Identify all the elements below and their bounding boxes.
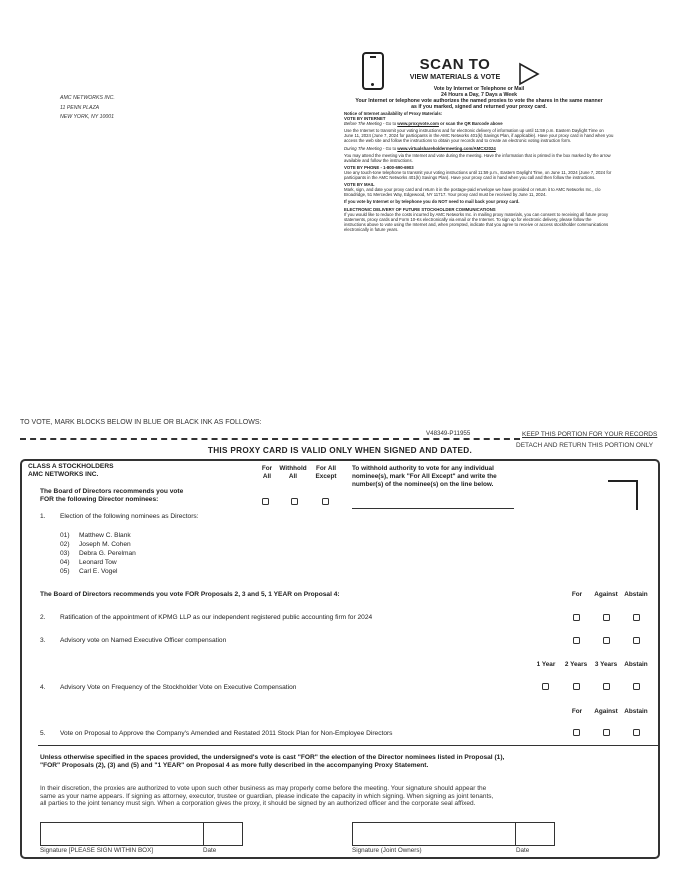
electronic-body: If you would like to reduce the costs incurred by AMC Networks Inc. in mailing proxy materials, you can consent to receiving all future proxy statements, proxy cards and Form 10-Ks electronically via email or the Internet. To sign up for electronic delivery, please follow the instructions above to vote using the Internet and, when prompted, indicate that you agree to receive or access stockholder communications electronically in future years. <box>344 211 609 232</box>
during-meeting-goto: - Go to <box>381 145 398 151</box>
nominee-number: 04) <box>60 559 70 566</box>
item4-text: Advisory Vote on Frequency of the Stockholder Vote on Executive Compensation <box>60 684 297 691</box>
for-all-checkbox[interactable] <box>262 498 269 505</box>
scan-title: SCAN TO <box>419 56 491 73</box>
withhold-all-checkbox[interactable] <box>291 498 298 505</box>
internet-title: VOTE BY INTERNET <box>344 116 386 122</box>
except-write-in-line[interactable] <box>352 508 514 509</box>
mobile-phone-icon <box>362 52 384 90</box>
vote-header <box>344 86 614 110</box>
item5-number: 5. <box>40 730 46 737</box>
cut-line <box>20 438 520 440</box>
item2-abstain-checkbox[interactable] <box>633 614 640 621</box>
item5-text: Vote on Proposal to Approve the Company's Amended and Restated 2011 Stock Plan for Non-Employee Directors <box>60 730 393 737</box>
no-mail-notice: If you vote by Internet or by telephone you do NOT need to mail back your proxy card. <box>344 199 520 205</box>
joint-signature-box[interactable] <box>352 822 516 846</box>
valid-notice: THIS PROXY CARD IS VALID ONLY WHEN SIGNED AND DATED. <box>207 446 473 455</box>
virtual-meeting-link[interactable]: www.virtualshareholdermeeting.com/AMCX2024 <box>397 145 496 151</box>
board-rec2: The Board of Directors recommends you vote FOR Proposals 2, 3 and 5, 1 YEAR on Proposal 4: <box>40 591 340 598</box>
vote-header-line2: 24 Hours a Day, 7 Days a Week <box>441 92 517 98</box>
signature-box[interactable] <box>40 822 204 846</box>
class-line2: AMC NETWORKS INC. <box>28 471 99 478</box>
item3-number: 3. <box>40 637 46 644</box>
col-for-all: For All <box>261 465 273 480</box>
joint-date-box[interactable] <box>515 822 555 846</box>
nominee-name: Carl E. Vogel <box>79 568 118 575</box>
nominee-name: Debra G. Perelman <box>79 550 136 557</box>
item2-for-checkbox[interactable] <box>573 614 580 621</box>
before-meeting-tail: or scan the QR Barcode above <box>438 121 503 127</box>
proxyvote-link[interactable]: www.proxyvote.com <box>397 121 439 127</box>
item1-number: 1. <box>40 513 46 520</box>
item4-3years-checkbox[interactable] <box>603 683 610 690</box>
before-meeting-goto: - Go to <box>381 121 398 127</box>
nominee-number: 05) <box>60 568 70 575</box>
for-all-except-checkbox[interactable] <box>322 498 329 505</box>
item2-against-checkbox[interactable] <box>603 614 610 621</box>
col-abstain-freq: Abstain <box>624 661 648 668</box>
during-body: You may attend the meeting via the Internet and vote during the meeting. Have the information that is printed in the box marked by the arrow available and follow the instructions. <box>344 152 611 163</box>
vote-header-line4: as if you marked, signed and returned your proxy card. <box>411 104 547 110</box>
vote-header-line3: Your Internet or telephone vote authorizes the named proxies to vote the shares in the same manner <box>355 98 603 104</box>
keep-portion-label: KEEP THIS PORTION FOR YOUR RECORDS <box>522 431 658 438</box>
before-meeting-label: Before The Meeting <box>344 121 382 127</box>
joint-date-label: Date <box>516 847 530 854</box>
col-against-b: Against <box>594 708 618 715</box>
date-label: Date <box>203 847 217 854</box>
col-abstain-b: Abstain <box>624 708 648 715</box>
col-withhold-all: Withhold All <box>279 465 307 480</box>
item3-text: Advisory vote on Named Executive Officer compensation <box>60 637 227 644</box>
col-against: Against <box>594 591 618 598</box>
item3-for-checkbox[interactable] <box>573 637 580 644</box>
nominee-number: 02) <box>60 541 70 548</box>
return-address <box>60 94 115 123</box>
mail-title: VOTE BY MAIL <box>344 182 375 188</box>
electronic-title: ELECTRONIC DELIVERY OF FUTURE STOCKHOLDER COMMUNICATIONS <box>344 206 496 212</box>
nominee-number: 03) <box>60 550 70 557</box>
voting-instructions <box>344 111 614 234</box>
notice-heading: Notice of Internet availability of Proxy Materials: <box>344 111 443 116</box>
discretion-statement: In their discretion, the proxies are authorized to vote upon such other business as may properly come before the meeting. Your signature should appear the same as your name appears. If signing as attorney, executor, trustee or guardian, please indicate the capacity in which signing. When signing as joint tenants, all parties to the joint tenancy must sign. When a corporation gives the proxy, it should be signed by an authorized officer and the corporate seal affixed. <box>40 785 494 808</box>
col-1-year: 1 Year <box>536 661 556 668</box>
item1-text: Election of the following nominees as Directors: <box>60 513 199 520</box>
return-address-line3: NEW YORK, NY 10001 <box>60 114 115 120</box>
return-address-line2: 11 PENN PLAZA <box>60 104 100 111</box>
detach-portion-label: DETACH AND RETURN THIS PORTION ONLY <box>516 442 654 449</box>
nominee-number: 01) <box>60 532 70 539</box>
nominee-name: Leonard Tow <box>79 559 117 566</box>
class-line1: CLASS A STOCKHOLDERS <box>28 463 114 470</box>
item2-number: 2. <box>40 614 46 621</box>
col-2-years: 2 Years <box>564 661 588 668</box>
item4-2years-checkbox[interactable] <box>573 683 580 690</box>
col-for-all-except: For All Except <box>315 465 337 480</box>
return-address-line1: AMC NETWORKS INC. <box>60 95 115 101</box>
item5-abstain-checkbox[interactable] <box>633 729 640 736</box>
during-meeting-label: During The Meeting <box>344 145 382 151</box>
item4-abstain-checkbox[interactable] <box>633 683 640 690</box>
board-rec-line1: The Board of Directors recommends you vote <box>40 488 184 495</box>
date-box[interactable] <box>203 822 243 846</box>
item4-number: 4. <box>40 684 46 691</box>
to-vote-instruction: TO VOTE, MARK BLOCKS BELOW IN BLUE OR BLACK INK AS FOLLOWS: <box>20 419 262 426</box>
section-divider <box>38 745 658 746</box>
nominee-name: Joseph M. Cohen <box>79 541 131 548</box>
phone-body: Use any touch-tone telephone to transmit your voting instructions until 11:59 p.m., Eastern Daylight Time, on June 11, 2024 (June 7, 2024 for participants in the AMC Networks 401(k) Savings Plan). Have your proxy card in hand when you call and then follow the instructions. <box>344 169 612 181</box>
col-abstain: Abstain <box>624 591 648 598</box>
play-arrow-icon <box>518 62 540 86</box>
col-for-b: For <box>571 708 583 715</box>
col-for: For <box>571 591 583 598</box>
item5-for-checkbox[interactable] <box>573 729 580 736</box>
control-number: V48349-P11955 <box>426 430 471 437</box>
joint-signature-label: Signature (Joint Owners) <box>352 847 422 854</box>
nominee-name: Matthew C. Blank <box>79 532 131 539</box>
scan-subtitle: VIEW MATERIALS & VOTE <box>409 72 501 81</box>
board-rec-line2: FOR the following Director nominees: <box>40 496 159 503</box>
unless-statement: Unless otherwise specified in the spaces provided, the undersigned's vote is cast "FOR" the election of the Director nominees listed in Proposal (1), "FOR" Proposals (2), (3) and (5) and "1 YEAR" on Proposal 4 as more fully described in the accompanying Proxy Statement. <box>40 754 505 769</box>
item4-1year-checkbox[interactable] <box>542 683 549 690</box>
item3-against-checkbox[interactable] <box>603 637 610 644</box>
mail-body: Mark, sign, and date your proxy card and return it in the postage-paid envelope we have provided or return it to AMC Networks Inc., c/o Broadridge, 51 Mercedes Way, Edgewood, NY 11717. Your proxy card must be received by June 11, 2024. <box>344 187 601 198</box>
item3-abstain-checkbox[interactable] <box>633 637 640 644</box>
col-3-years: 3 Years <box>594 661 618 668</box>
internet-body: Use the Internet to transmit your voting instructions and for electronic delivery of information up until 11:59 p.m. Eastern Daylight Time on June 11, 2024 (June 7, 2024 for participants in the AMC Networks 401(k) Savings Plan, if applicable). Have your proxy card in hand when you access the web site and follow the instructions to obtain your records and to create an electronic voting instruction form. <box>344 128 614 144</box>
withhold-instruction: To withhold authority to vote for any individual nominee(s), mark "For All Except" and write the number(s) of the nominee(s) on the line below. <box>352 465 497 488</box>
item5-against-checkbox[interactable] <box>603 729 610 736</box>
phone-title: VOTE BY PHONE - 1-800-690-6903 <box>344 164 414 170</box>
corner-mark <box>608 480 638 510</box>
signature-label: Signature [PLEASE SIGN WITHIN BOX] <box>40 847 154 854</box>
vote-header-line1: Vote by Internet or Telephone or Mail <box>433 86 525 92</box>
item2-text: Ratification of the appointment of KPMG LLP as our independent registered public accounting firm for 2024 <box>60 614 373 621</box>
